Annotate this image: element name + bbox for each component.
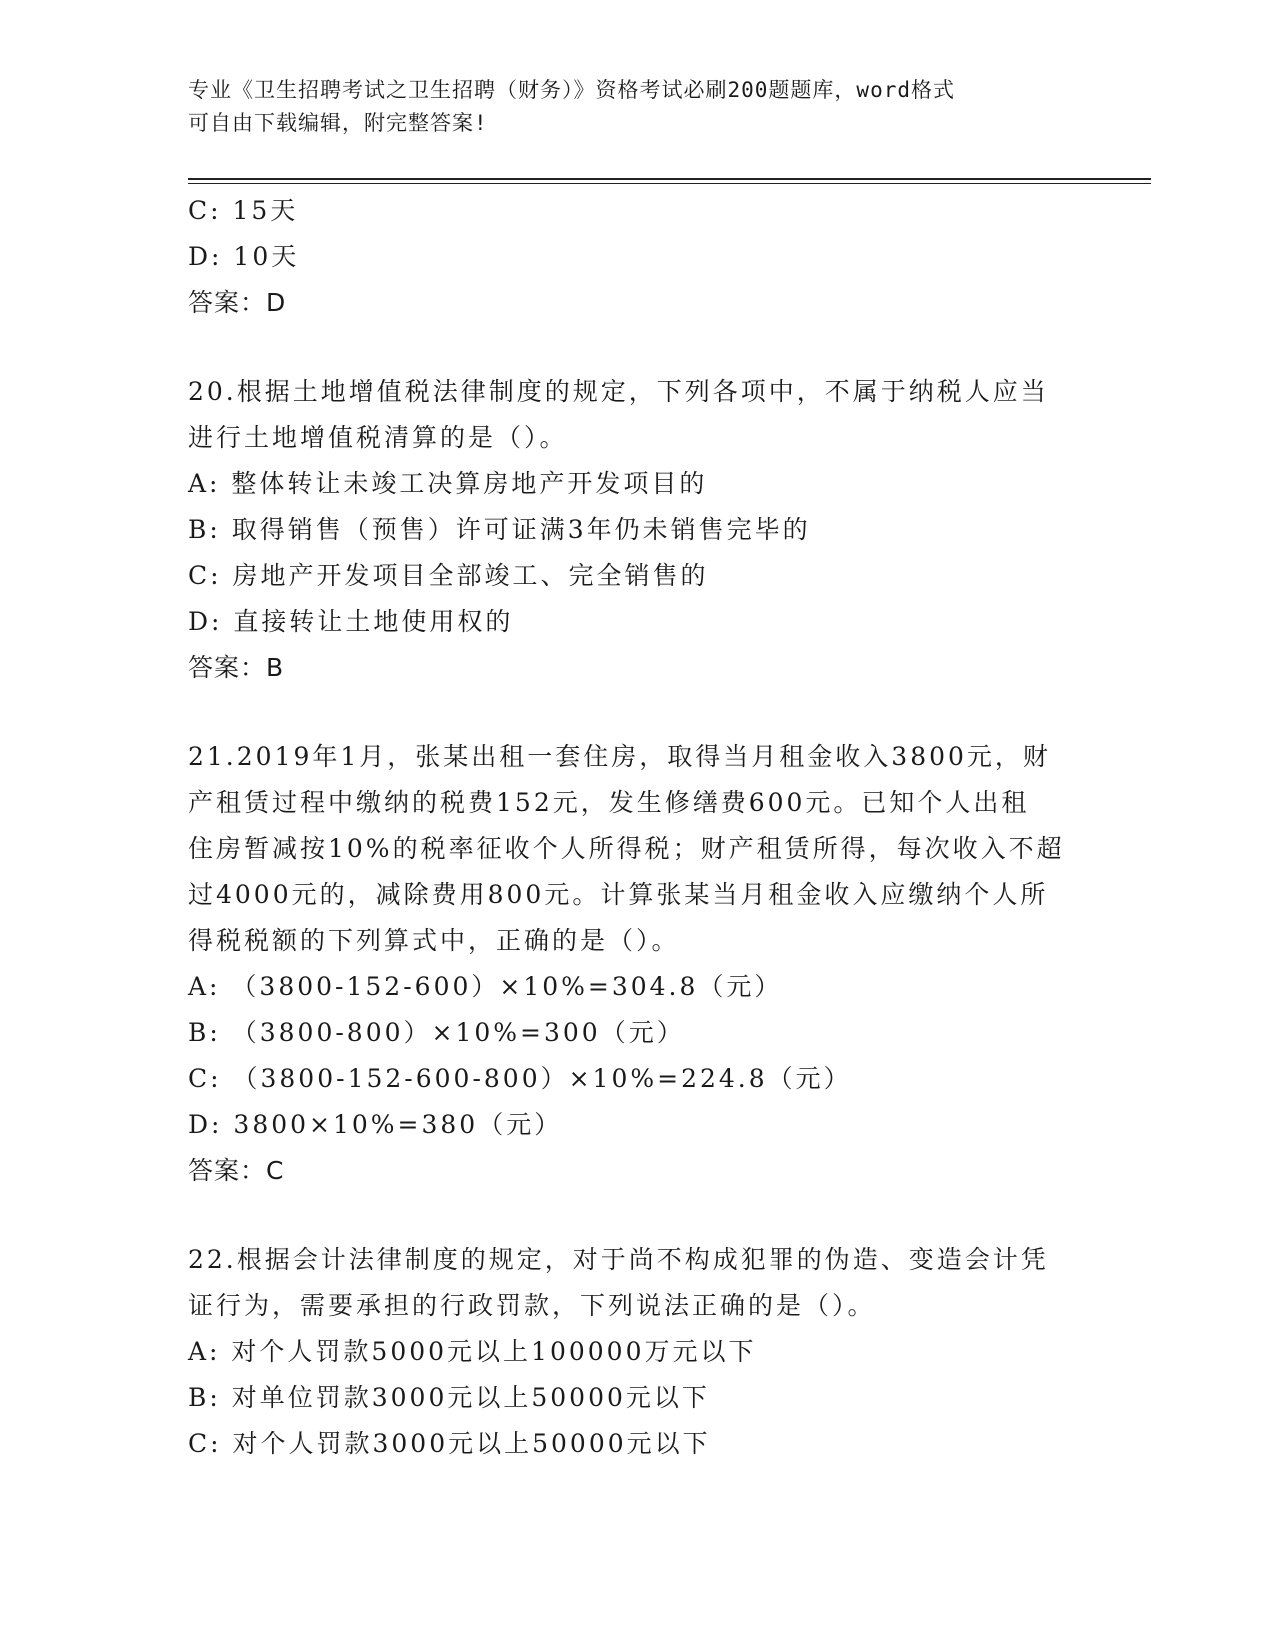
question-stem: 证行为，需要承担的行政罚款，下列说法正确的是（）。 [188,1291,876,1320]
option-d: D: 10天 [188,242,300,271]
question-gap [188,326,1088,369]
option-d: D: 3800×10%=380（元） [188,1110,563,1139]
question-stem: 进行土地增值税清算的是（）。 [188,423,568,452]
question-stem: 20.根据土地增值税法律制度的规定，下列各项中，不属于纳税人应当 [188,377,1049,406]
option-a: A: 对个人罚款5000元以上100000万元以下 [188,1337,757,1366]
question-gap [188,1194,1088,1237]
option-a: A: 整体转让未竣工决算房地产开发项目的 [188,469,708,498]
question-gap [188,691,1088,734]
option-c: C: 房地产开发项目全部竣工、完全销售的 [188,561,709,590]
header-line-2: 可自由下载编辑，附完整答案! [188,111,488,135]
option-b: B: 对单位罚款3000元以上50000元以下 [188,1383,710,1412]
header-divider [188,178,1151,180]
question-19-tail [188,188,1088,326]
question-stem: 22.根据会计法律制度的规定，对于尚不构成犯罪的伪造、变造会计凭 [188,1245,1049,1274]
question-22 [188,1237,1088,1467]
option-b: B: 取得销售（预售）许可证满3年仍未销售完毕的 [188,515,811,544]
option-c: C: （3800-152-600-800）×10%=224.8（元） [188,1064,852,1093]
question-stem: 产租赁过程中缴纳的税费152元，发生修缮费600元。已知个人出租 [188,788,1030,817]
header-divider-thin [188,183,1151,184]
option-b: B: （3800-800）×10%=300（元） [188,1018,685,1047]
option-c: C: 对个人罚款3000元以上50000元以下 [188,1429,711,1458]
answer-line: 答案：C [188,1156,285,1185]
document-body [188,188,1088,1467]
question-stem: 过4000元的，减除费用800元。计算张某当月租金收入应缴纳个人所 [188,880,1049,909]
question-stem: 住房暂减按10%的税率征收个人所得税；财产租赁所得，每次收入不超 [188,834,1065,863]
question-21 [188,734,1088,1194]
answer-line: 答案：B [188,653,285,682]
document-header [188,74,1088,140]
question-stem: 21.2019年1月，张某出租一套住房，取得当月租金收入3800元，财 [188,742,1051,771]
header-line-1: 专业《卫生招聘考试之卫生招聘（财务）》资格考试必刷200题题库，word格式 [188,78,955,102]
question-20 [188,369,1088,691]
question-stem: 得税税额的下列算式中，正确的是（）。 [188,926,680,955]
answer-line: 答案：D [188,288,287,317]
option-a: A: （3800-152-600）×10%=304.8（元） [188,972,783,1001]
option-c: C: 15天 [188,196,299,225]
option-d: D: 直接转让土地使用权的 [188,607,514,636]
